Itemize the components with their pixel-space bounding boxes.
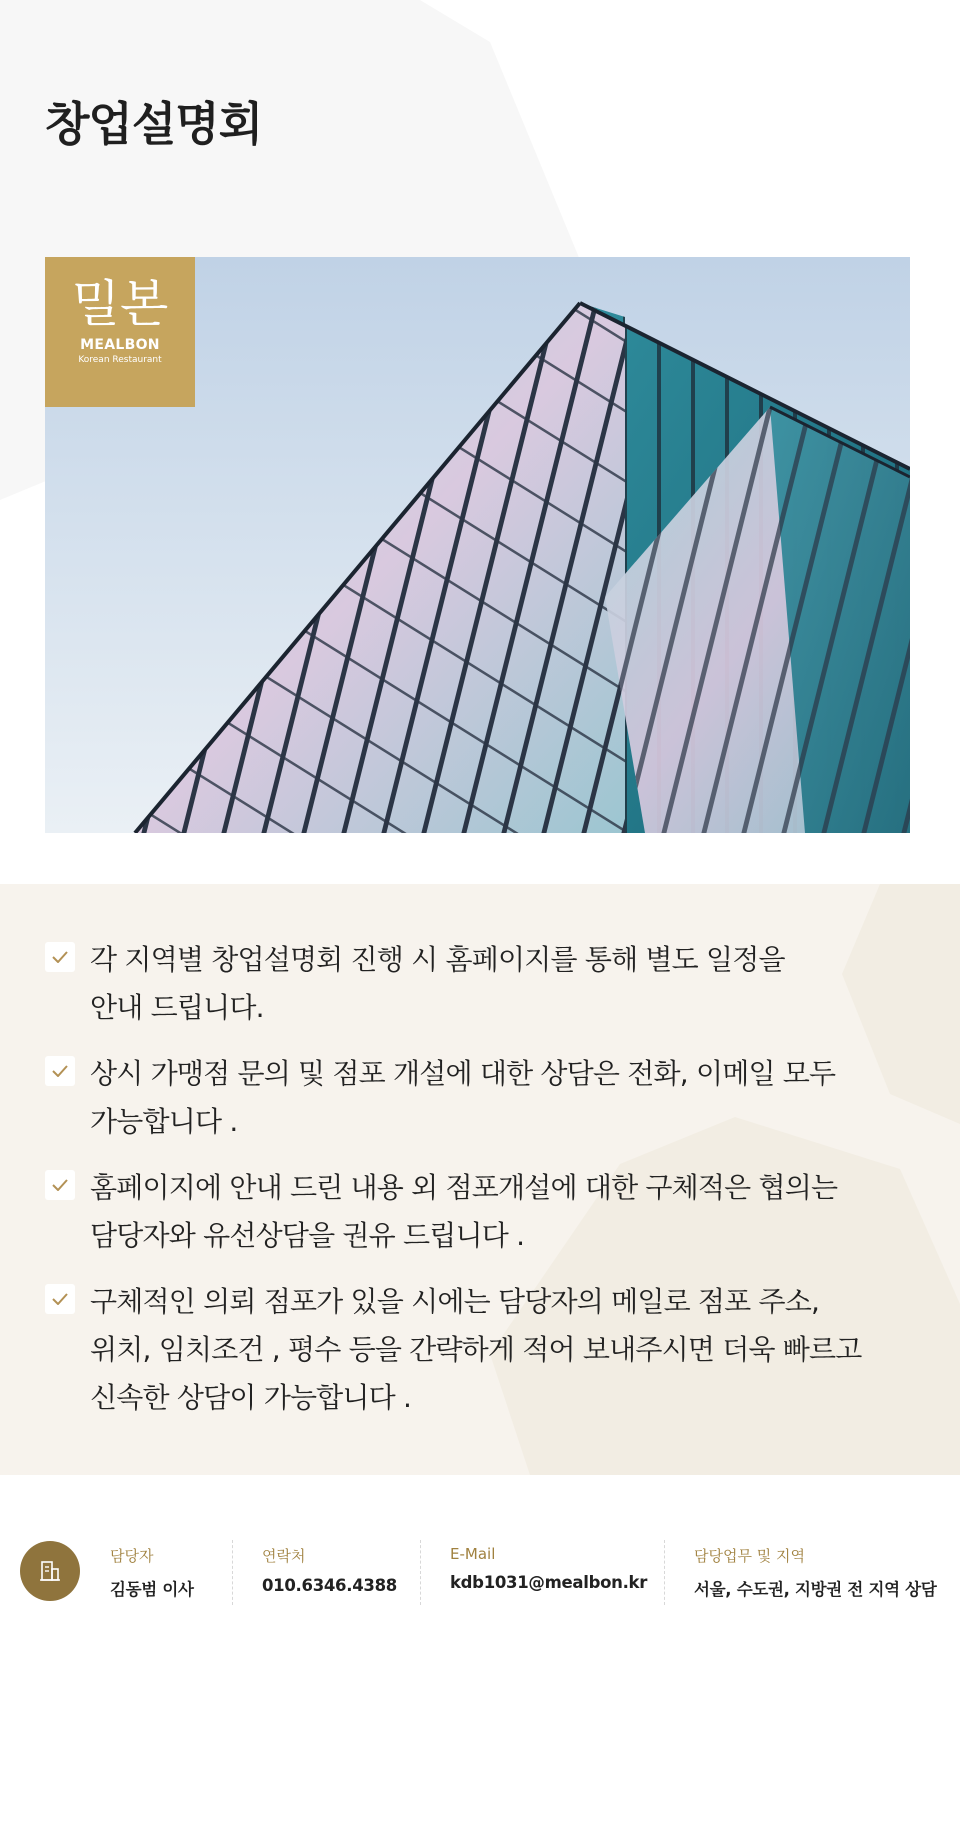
notice-line: 구체적인 의뢰 점포가 있을 시에는 담당자의 메일로 점포 주소, [90,1285,820,1318]
mealbon-logo [45,257,195,407]
notice-text [90,936,785,1032]
notice-item [45,1278,915,1422]
notice-line: 신속한 상담이 가능합니다 . [90,1381,412,1414]
logo-name: MEALBON [80,337,160,353]
contact-label: E-Mail [450,1545,496,1563]
notice-line: 상시 가맹점 문의 및 점포 개설에 대한 상담은 전화, 이메일 모두 [90,1057,836,1090]
notice-text [90,1050,835,1146]
divider [664,1540,665,1605]
contact-section [0,1475,960,1840]
divider [232,1540,233,1605]
notice-item [45,1164,915,1260]
logo-subtitle: Korean Restaurant [78,355,162,365]
email-link[interactable]: kdb1031@mealbon.kr [450,1573,648,1592]
notice-item [45,1050,915,1146]
contact-manager [110,1545,194,1600]
notice-line: 안내 드립니다. [90,991,264,1024]
page-title: 창업설명회 [45,97,263,151]
intro-section [0,0,960,884]
contact-region [694,1545,936,1600]
contact-value: 서울, 수도권, 지방권 전 지역 상담 [694,1580,937,1599]
contact-email [450,1545,647,1592]
check-icon [45,1056,75,1086]
notice-text [90,1164,837,1260]
notice-line: 담당자와 유선상담을 권유 드립니다 . [90,1219,525,1252]
contact-label: 담당업무 및 지역 [694,1547,805,1565]
building-icon [20,1541,80,1601]
logo-glyph: 밀본 [71,275,169,333]
notice-line: 가능합니다 . [90,1105,238,1138]
notice-line: 홈페이지에 안내 드린 내용 외 점포개설에 대한 구체적은 협의는 [90,1171,838,1204]
divider [420,1540,421,1605]
notice-line: 각 지역별 창업설명회 진행 시 홈페이지를 통해 별도 일정을 [90,943,785,976]
contact-label: 담당자 [110,1547,154,1565]
contact-phone [262,1545,397,1595]
notice-list [45,936,915,1440]
notice-item [45,936,915,1032]
notice-text [90,1278,862,1422]
notice-line: 위치, 임치조건 , 평수 등을 간략하게 적어 보내주시면 더욱 빠르고 [90,1333,862,1366]
check-icon [45,942,75,972]
check-icon [45,1170,75,1200]
contact-label: 연락처 [262,1547,306,1565]
check-icon [45,1284,75,1314]
notice-section [0,884,960,1475]
contact-value: 김동범 이사 [110,1580,194,1599]
phone-link[interactable]: 010.6346.4388 [262,1576,397,1595]
